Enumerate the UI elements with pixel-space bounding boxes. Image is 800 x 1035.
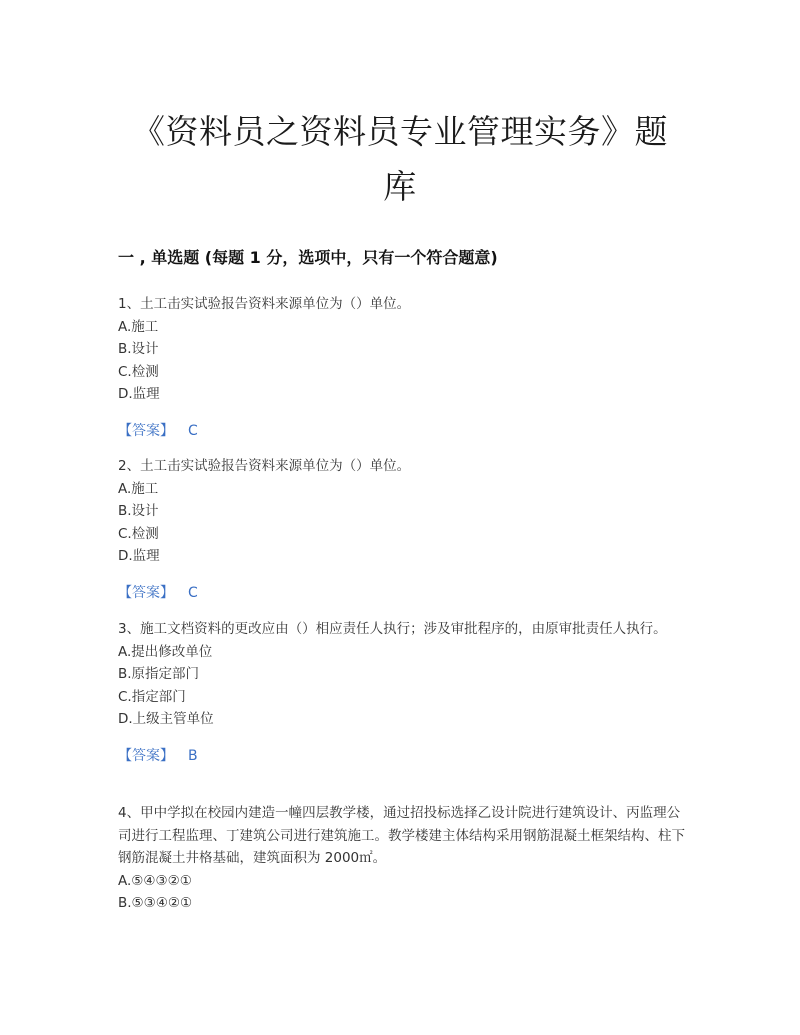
title-line-1: 《资料员之资料员专业管理实务》题 — [132, 112, 668, 151]
answer-value: C — [188, 422, 198, 439]
question-3 — [118, 618, 688, 767]
question-stem: 4、甲中学拟在校园内建造一幢四层教学楼，通过招投标选择乙设计院进行建筑设计、丙监理公司进行工程监理、丁建筑公司进行建筑施工。教学楼建主体结构采用钢筋混凝土框架结构、柱下钢筋混凝土井格基础，建筑面积为 2000㎡。 — [118, 805, 685, 866]
question-2 — [118, 455, 688, 604]
option-a: A.施工 — [118, 318, 159, 335]
option-d: D.监理 — [118, 386, 160, 402]
question-1 — [118, 293, 688, 442]
answer-line — [118, 420, 688, 443]
question-stem: 3、施工文档资料的更改应由（）相应责任人执行；涉及审批程序的，由原审批责任人执行。 — [118, 621, 667, 637]
option-a: A.提出修改单位 — [118, 643, 213, 660]
title-line-2: 库 — [383, 167, 417, 206]
document-title — [100, 104, 700, 214]
option-a: A.施工 — [118, 480, 159, 497]
option-d: D.上级主管单位 — [118, 711, 214, 727]
answer-line — [118, 582, 688, 605]
option-b: B.⑤③④②① — [118, 895, 193, 911]
option-b: B.设计 — [118, 503, 159, 519]
option-c: C.检测 — [118, 525, 159, 542]
question-4 — [118, 802, 688, 915]
option-b: B.原指定部门 — [118, 666, 200, 682]
option-b: B.设计 — [118, 341, 159, 357]
answer-value: C — [188, 584, 198, 601]
answer-line — [118, 745, 688, 768]
answer-value: B — [188, 747, 198, 764]
answer-label: 【答案】 — [118, 747, 174, 764]
question-stem: 2、土工击实试验报告资料来源单位为（）单位。 — [118, 458, 411, 474]
answer-label: 【答案】 — [118, 422, 174, 439]
answer-label: 【答案】 — [118, 584, 174, 601]
option-a: A.⑤④③②① — [118, 872, 192, 889]
option-d: D.监理 — [118, 548, 160, 564]
option-c: C.指定部门 — [118, 688, 186, 705]
option-c: C.检测 — [118, 363, 159, 380]
question-stem: 1、土工击实试验报告资料来源单位为（）单位。 — [118, 296, 411, 312]
section-heading: 一 , 单选题 (每题 1 分，选项中，只有一个符合题意) — [118, 248, 498, 267]
